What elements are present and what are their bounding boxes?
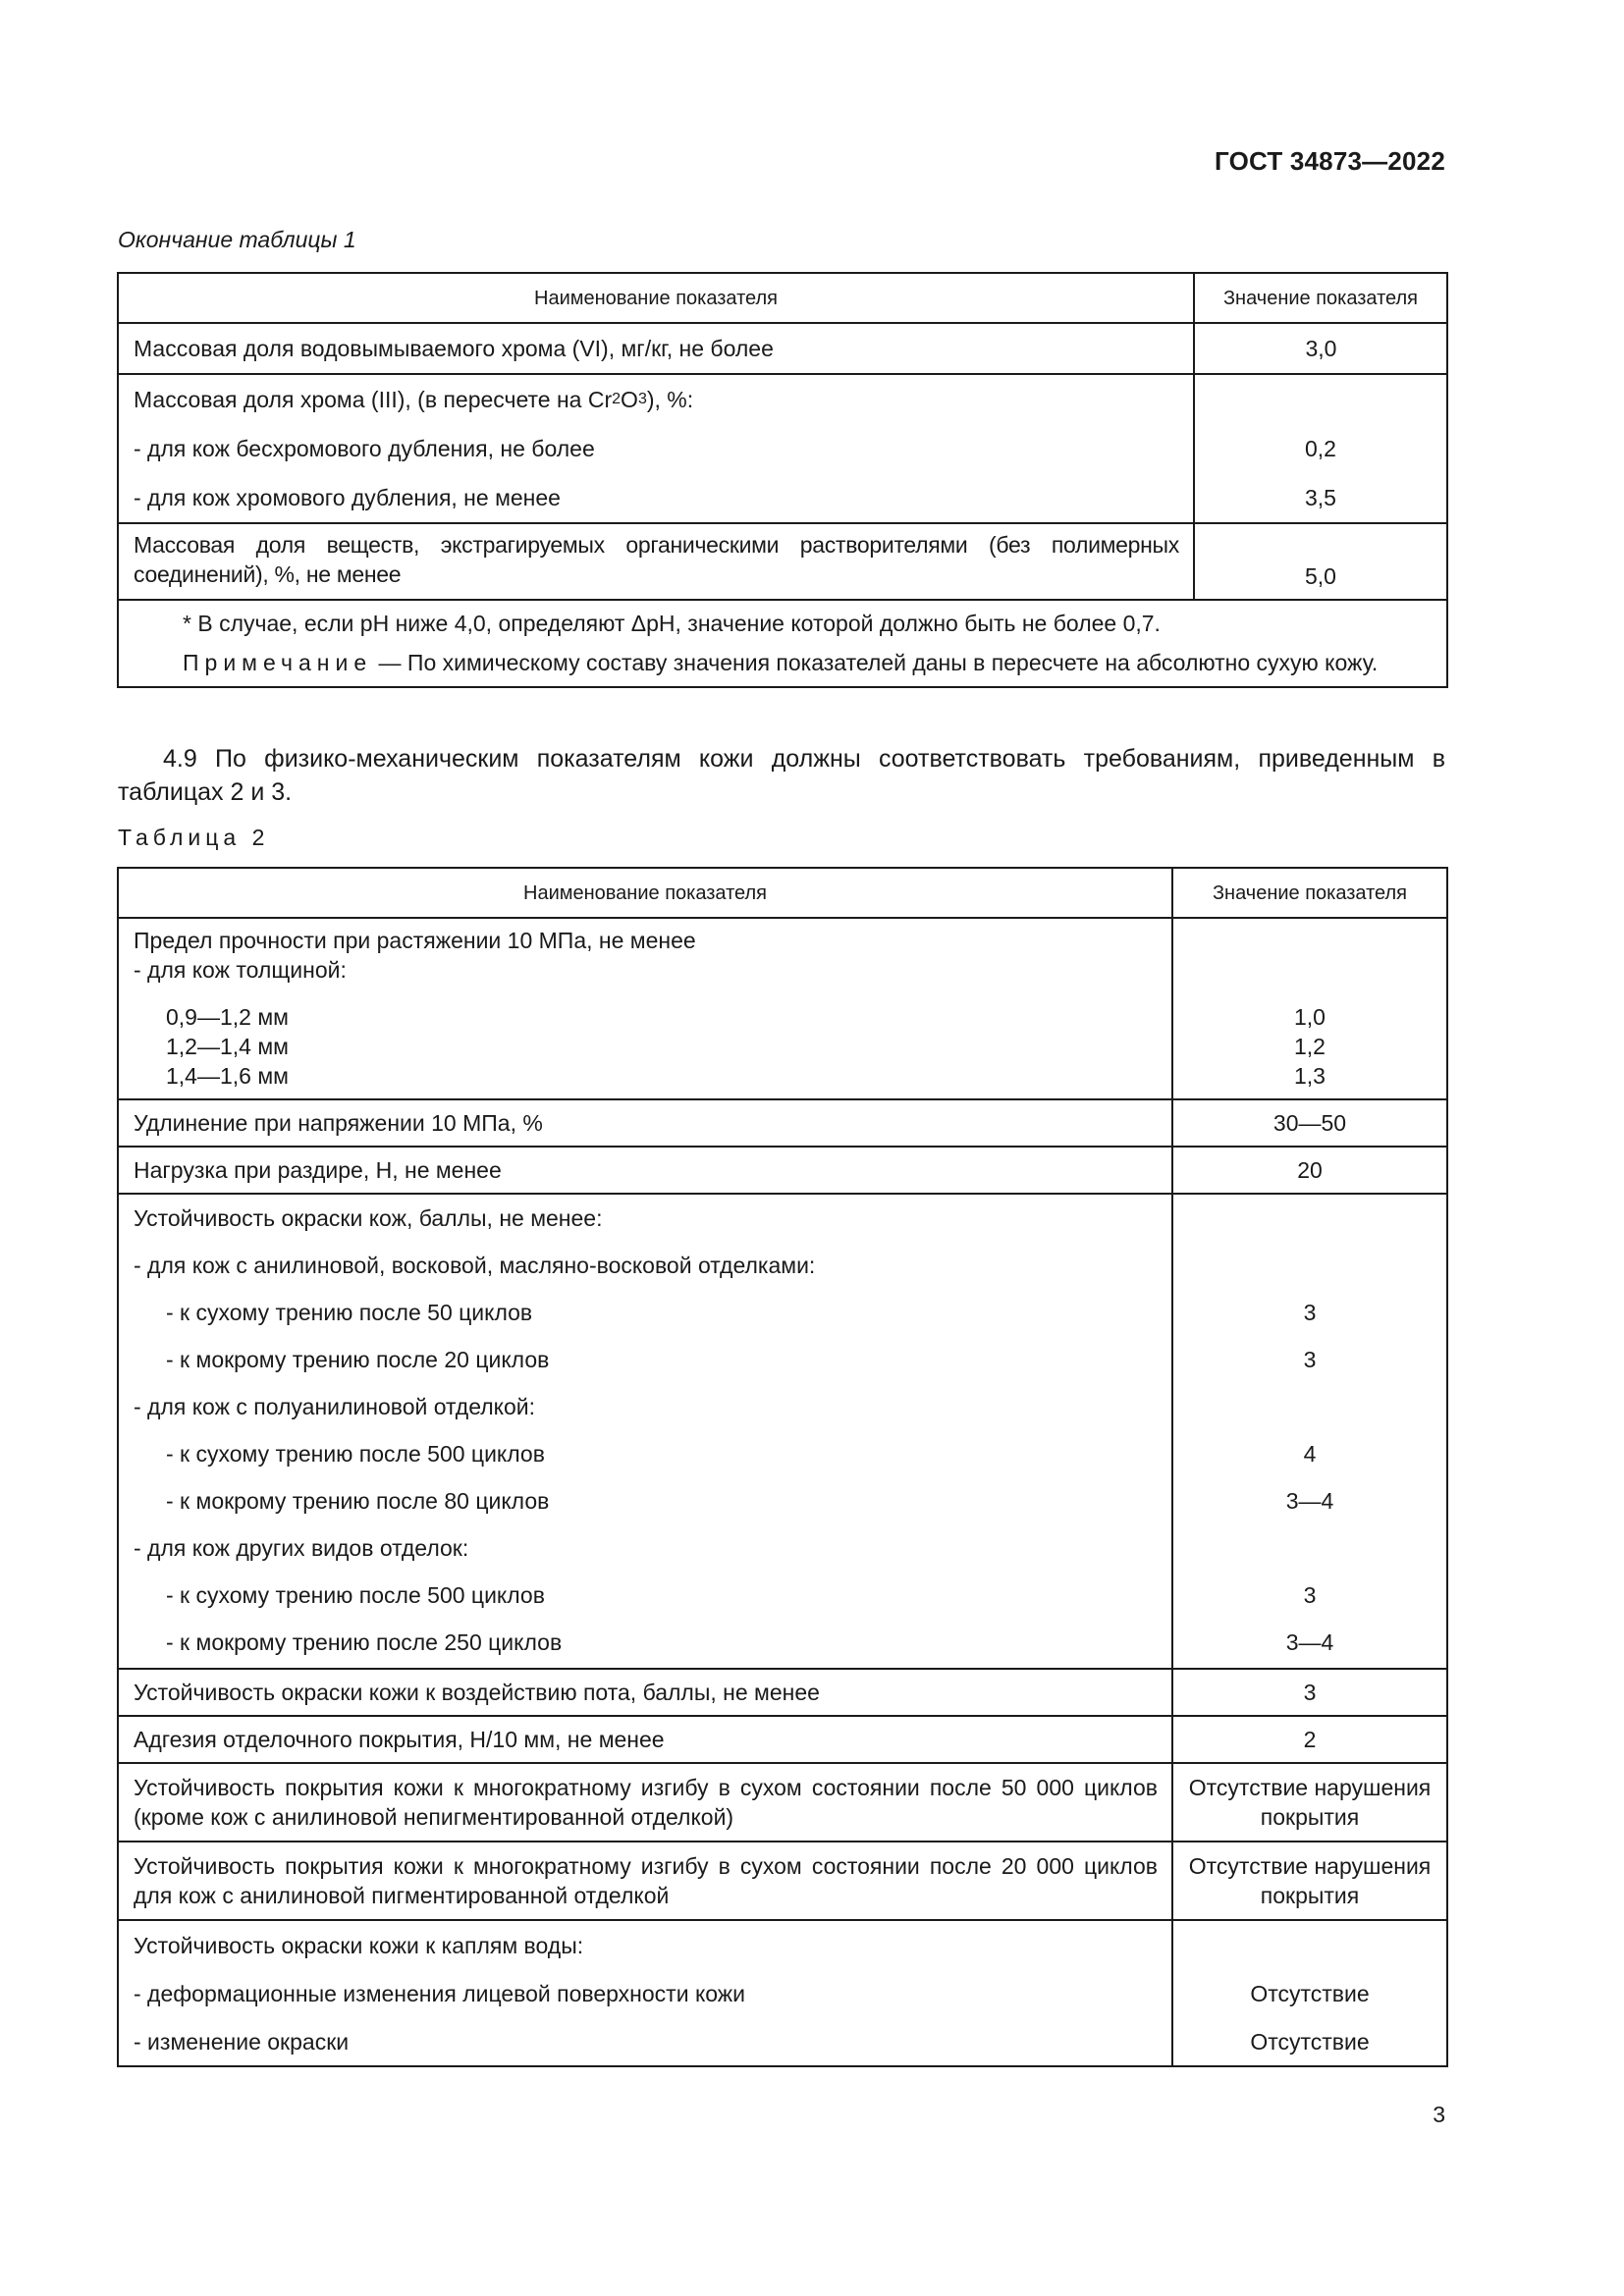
table1-header-row xyxy=(118,273,1447,323)
table-row xyxy=(118,323,1447,374)
row-value: 1,3 xyxy=(1294,1063,1326,1089)
row-value: 2 xyxy=(1303,1727,1317,1752)
row-value: 30—50 xyxy=(1272,1110,1347,1136)
row-subname: - для кож с полуанилиновой отделкой: xyxy=(134,1394,536,1419)
page-number: 3 xyxy=(1433,2102,1445,2127)
list-item: - к мокрому трению после 80 циклов xyxy=(166,1488,550,1514)
list-item: 0,9—1,2 мм xyxy=(166,1004,289,1030)
row-name: Предел прочности при растяжении 10 МПа, не менее xyxy=(134,928,696,953)
row-value: 1,2 xyxy=(1294,1034,1326,1059)
table2-col-name-header: Наименование показателя xyxy=(118,868,1172,918)
table-row xyxy=(118,1763,1447,1842)
row-value: 3 xyxy=(1303,1680,1317,1705)
row-name: Нагрузка при раздире, Н, не менее xyxy=(134,1157,502,1183)
row-value: Отсутствие xyxy=(1250,2028,1370,2055)
note-label: Примечание xyxy=(183,650,373,675)
table-row xyxy=(118,1669,1447,1716)
table1 xyxy=(117,272,1448,688)
list-item: - к сухому трению после 50 циклов xyxy=(166,1300,533,1325)
row-value: Отсутствие нарушения покрытия xyxy=(1188,1775,1432,1830)
table2-col-value-header: Значение показателя xyxy=(1172,868,1447,918)
row-value: 3—4 xyxy=(1285,1629,1334,1655)
row-value: Отсутствие нарушения покрытия xyxy=(1188,1853,1432,1908)
table-row xyxy=(118,1842,1447,1920)
row-value: 4 xyxy=(1303,1441,1317,1467)
list-item: - к мокрому трению после 250 циклов xyxy=(166,1629,563,1655)
list-item: - деформационные изменения лицевой поверхности кожи xyxy=(134,1980,746,2006)
row-name: Массовая доля веществ, экстрагируемых органическими растворителями (без полимерных соединений), %, не менее xyxy=(134,532,1179,587)
table-row xyxy=(118,1920,1447,2066)
list-item: 1,2—1,4 мм xyxy=(166,1034,289,1059)
table-note xyxy=(134,648,1433,678)
footnote: * В случае, если pH ниже 4,0, определяют ΔpH, значение которой должно быть не более 0,7. xyxy=(183,611,1161,636)
row-value: 5,0 xyxy=(1305,563,1336,589)
row-value: 20 xyxy=(1297,1157,1323,1183)
row-value: 3 xyxy=(1303,1347,1317,1372)
row-value: 3 xyxy=(1303,1300,1317,1325)
row-name: Адгезия отделочного покрытия, Н/10 мм, не менее xyxy=(134,1727,665,1752)
row-name: Удлинение при напряжении 10 МПа, % xyxy=(134,1110,543,1136)
table1-col-name-header: Наименование показателя xyxy=(118,273,1194,323)
table-row xyxy=(118,1194,1447,1669)
row-subname: - для кож толщиной: xyxy=(134,957,347,983)
paragraph-4-9: 4.9 По физико-механическим показателям кожи должны соответствовать требованиям, приведенным в таблицах 2 и 3. xyxy=(118,745,1445,806)
list-item: - к мокрому трению после 20 циклов xyxy=(166,1347,550,1372)
row-value: Отсутствие xyxy=(1250,1980,1370,2006)
table-row xyxy=(118,523,1447,600)
row-subname: - для кож с анилиновой, восковой, масляно-восковой отделками: xyxy=(134,1253,816,1278)
list-item: - к сухому трению после 500 циклов xyxy=(166,1441,545,1467)
row-value: 3,5 xyxy=(1305,485,1336,510)
table-row xyxy=(118,1716,1447,1763)
row-subname: - для кож других видов отделок: xyxy=(134,1535,469,1561)
row-value: 3 xyxy=(1303,1582,1317,1608)
row-name: Массовая доля хрома (III), (в пересчете на Cr 2 O 3 ), %: xyxy=(134,387,694,412)
table2-caption: Таблица 2 xyxy=(118,825,270,850)
document-code: ГОСТ 34873—2022 xyxy=(1215,146,1445,176)
table-row xyxy=(118,1147,1447,1194)
row-name: Устойчивость окраски кожи к каплям воды: xyxy=(134,1932,584,1958)
list-item: - изменение окраски xyxy=(134,2028,350,2055)
row-name: Устойчивость окраски кож, баллы, не менее: xyxy=(134,1205,603,1231)
row-name: Массовая доля водовымываемого хрома (VI), мг/кг, не более xyxy=(134,336,774,361)
row-name: Устойчивость окраски кожи к воздействию пота, баллы, не менее xyxy=(134,1680,820,1705)
row-value: 1,0 xyxy=(1294,1004,1326,1030)
list-item: - к сухому трению после 500 циклов xyxy=(166,1582,545,1608)
row-value: 0,2 xyxy=(1305,436,1336,461)
row-name: Устойчивость покрытия кожи к многократному изгибу в сухом состоянии после 20 000 циклов для кож с анилиновой пигментированной отделкой xyxy=(134,1853,1158,1908)
table-row xyxy=(118,374,1447,523)
row-name: Устойчивость покрытия кожи к многократному изгибу в сухом состоянии после 50 000 циклов (кроме кож с анилиновой непигментированной отделкой) xyxy=(134,1775,1158,1830)
row-value: 3—4 xyxy=(1285,1488,1334,1514)
list-item: - для кож бесхромового дубления, не более xyxy=(134,436,595,461)
table2-header-row xyxy=(118,868,1447,918)
list-item: 1,4—1,6 мм xyxy=(166,1063,289,1089)
table2 xyxy=(117,867,1448,2067)
table1-footnotes-row xyxy=(118,600,1447,687)
table-row xyxy=(118,918,1447,1099)
list-item: - для кож хромового дубления, не менее xyxy=(134,485,561,510)
row-value: 3,0 xyxy=(1305,336,1337,361)
note-text: — По химическому составу значения показателей даны в пересчете на абсолютно сухую кожу. xyxy=(372,650,1379,675)
table-row xyxy=(118,1099,1447,1147)
table1-continuation-caption: Окончание таблицы 1 xyxy=(118,227,356,252)
table1-col-value-header: Значение показателя xyxy=(1194,273,1447,323)
